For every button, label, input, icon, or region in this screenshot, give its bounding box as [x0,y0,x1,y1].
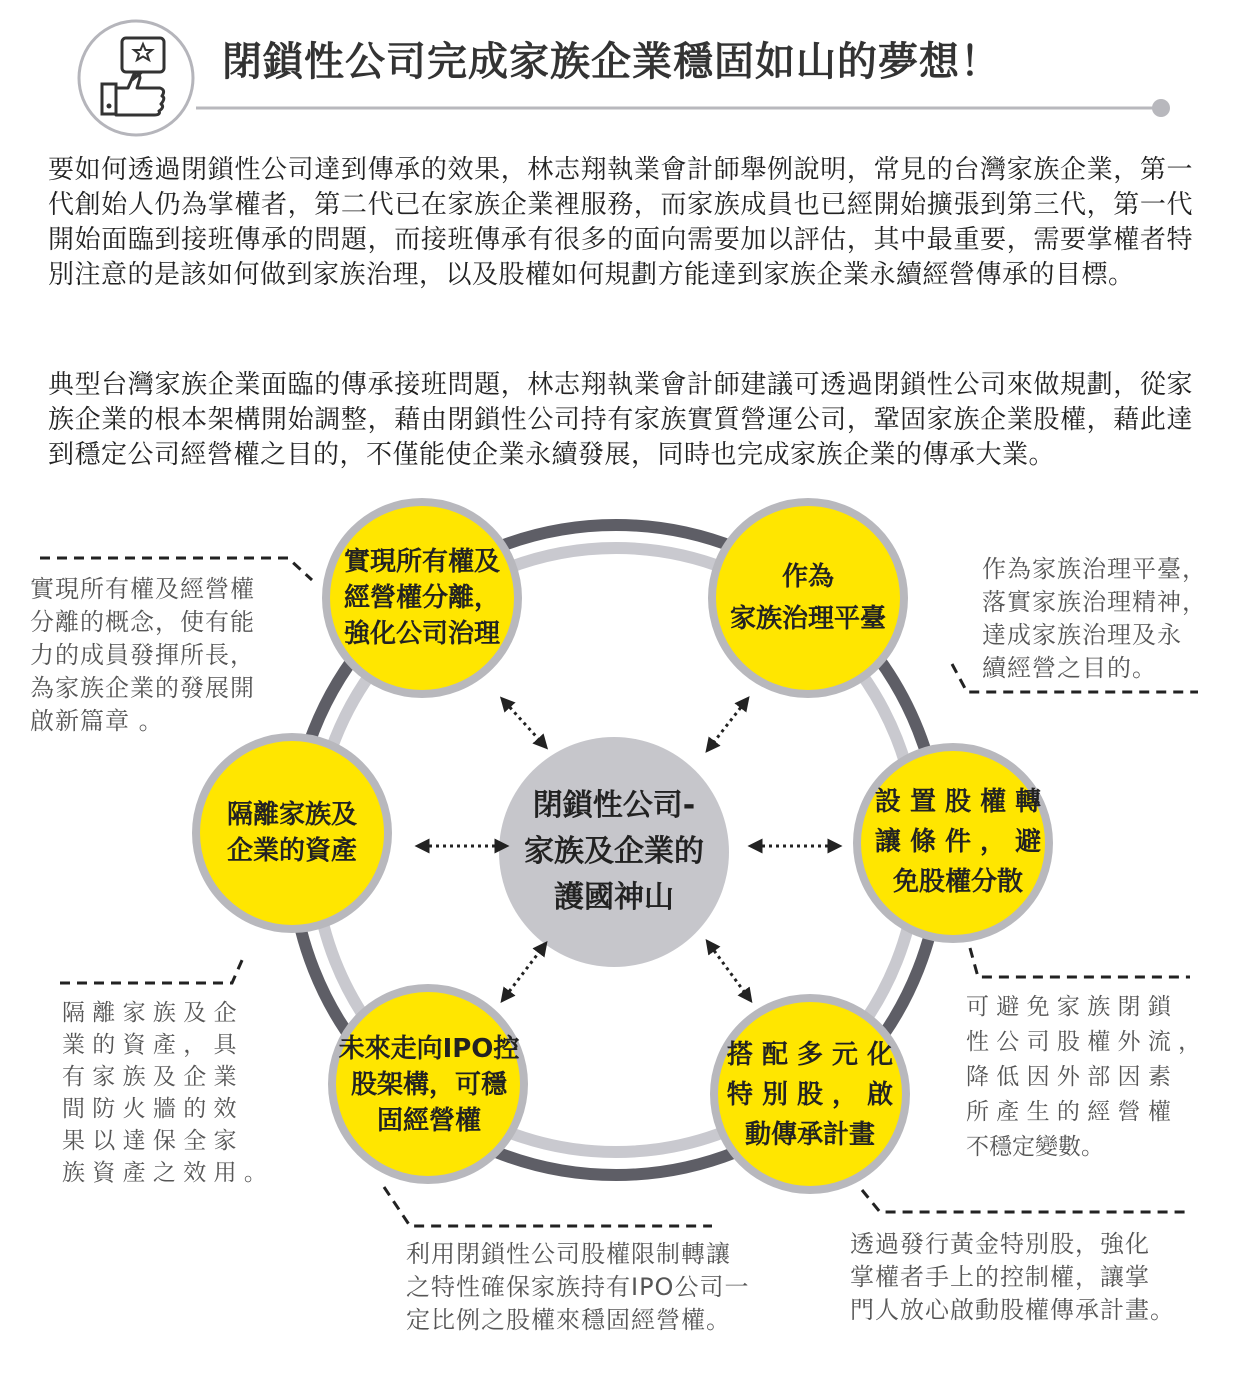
node-label-line: 讓 條 件 ， 避 [874,827,1042,857]
note-line: 為家族企業的發展開 [30,674,255,702]
node-label-line: 作為 [781,562,834,592]
node-family-governance [713,548,903,648]
node-label-line: 隔離家族及 [226,800,357,830]
note-line: 實現所有權及經營權 [30,575,255,603]
node-label-line: 免股權分散 [892,867,1023,897]
node-label-line: 家族治理平臺 [729,604,886,634]
note-family-governance [982,553,1232,685]
note-line: 不穩定變數。 [966,1134,1104,1160]
note-line: 可 避 免 家 族 閉 鎖 [966,994,1171,1020]
note-line: 隔 離 家 族 及 企 [62,1000,237,1026]
note-line: 續經營之目的。 [982,654,1157,682]
node-label-line: 動傳承計畫 [744,1120,875,1150]
note-line: 業 的 資 產 ， 具 [62,1032,237,1058]
center-label [504,772,724,932]
note-line: 透過發行黃金特別股，強化 [850,1230,1150,1258]
node-label-line: 企業的資產 [226,836,357,866]
note-line: 掌權者手上的控制權，讓掌 [850,1263,1150,1291]
note-line: 間 防 火 牆 的 效 [62,1096,237,1122]
note-line: 作為家族治理平臺， [982,555,1207,583]
node-label-line: 強化公司治理 [343,619,500,649]
note-line: 達成家族治理及永 [982,621,1182,649]
note-ownership-separation [30,573,300,738]
note-transfer-conditions [966,990,1216,1165]
node-label-line: 設 置 股 權 轉 [874,787,1042,817]
note-asset-isolation [62,997,292,1189]
arrow-top-left [505,702,543,744]
note-line: 之特性確保家族持有IPO公司一 [406,1273,750,1301]
note-line: 有 家 族 及 企 業 [62,1064,237,1090]
arrow-bottom-left [505,947,543,997]
node-ipo-structure [333,1020,525,1150]
arrow-bottom-right [710,945,748,997]
node-label-line: 固經營權 [376,1106,481,1136]
node-special-shares [720,1030,900,1160]
note-line: 定比例之股權來穩固經營權。 [406,1306,731,1334]
note-line: 利用閉鎖性公司股權限制轉讓 [406,1240,731,1268]
leader-bottom-right [862,1190,1186,1212]
center-label-line: 護國神山 [554,880,674,915]
node-ownership-separation [332,528,512,668]
node-label-line: 搭 配 多 元 化 [726,1040,894,1070]
leader-bottom-left [384,1187,712,1226]
arrow-top-right [710,702,745,747]
note-line: 門人放心啟動股權傳承計畫。 [850,1296,1175,1324]
node-label-line: 股架構，可穩 [350,1070,507,1100]
note-line: 性 公 司 股 權 外 流 ， [966,1029,1202,1055]
intro-paragraph: 要如何透過閉鎖性公司達到傳承的效果，林志翔執業會計師舉例說明，常見的台灣家族企業，第一代創始人仍為掌權者，第二代已在家族企業裡服務，而家族成員也已經開始擴張到第三代，第一代開始面臨到接班傳承的問題，而接班傳承有很多的面向需要加以評估，其中最重要，需要掌權者特別注意的是該如何做到家族治理，以及股權如何規劃方能達到家族企業永續經營傳承的目標。 [48,155,1193,290]
center-label-line: 閉鎖性公司- [532,788,696,823]
note-line: 啟新篇章 。 [30,707,164,735]
node-label-line: 未來走向IPO控 [338,1034,520,1064]
note-line: 所 產 生 的 經 營 權 [966,1099,1171,1125]
note-line: 力的成員發揮所長， [30,641,255,669]
note-line: 分離的概念，使有能 [30,608,255,636]
leader-right [970,948,1190,977]
node-asset-isolation [207,793,377,873]
node-transfer-conditions [868,777,1048,907]
note-line: 落實家族治理精神， [982,588,1207,616]
page-title: 閉鎖性公司完成家族企業穩固如山的夢想！ [222,39,1001,85]
note-ipo-structure [406,1238,796,1337]
note-line: 果 以 達 保 全 家 [62,1128,237,1154]
leader-left [60,958,243,983]
note-line: 降 低 因 外 部 因 素 [966,1064,1171,1090]
center-label-line: 家族及企業的 [524,834,704,869]
note-special-shares [850,1228,1220,1327]
note-line: 族 資 產 之 效 用 。 [62,1160,267,1186]
body-paragraph: 典型台灣家族企業面臨的傳承接班問題，林志翔執業會計師建議可透過閉鎖性公司來做規劃，從家族企業的根本架構開始調整，藉由閉鎖性公司持有家族實質營運公司，鞏固家族企業股權，藉此達到穩定公司經營權之目的，不僅能使企業永續發展，同時也完成家族企業的傳承大業。 [48,370,1193,470]
node-label-line: 特 別 股 ， 啟 [726,1080,894,1110]
node-label-line: 實現所有權及 [343,547,500,577]
node-label-line: 經營權分離， [343,583,500,613]
